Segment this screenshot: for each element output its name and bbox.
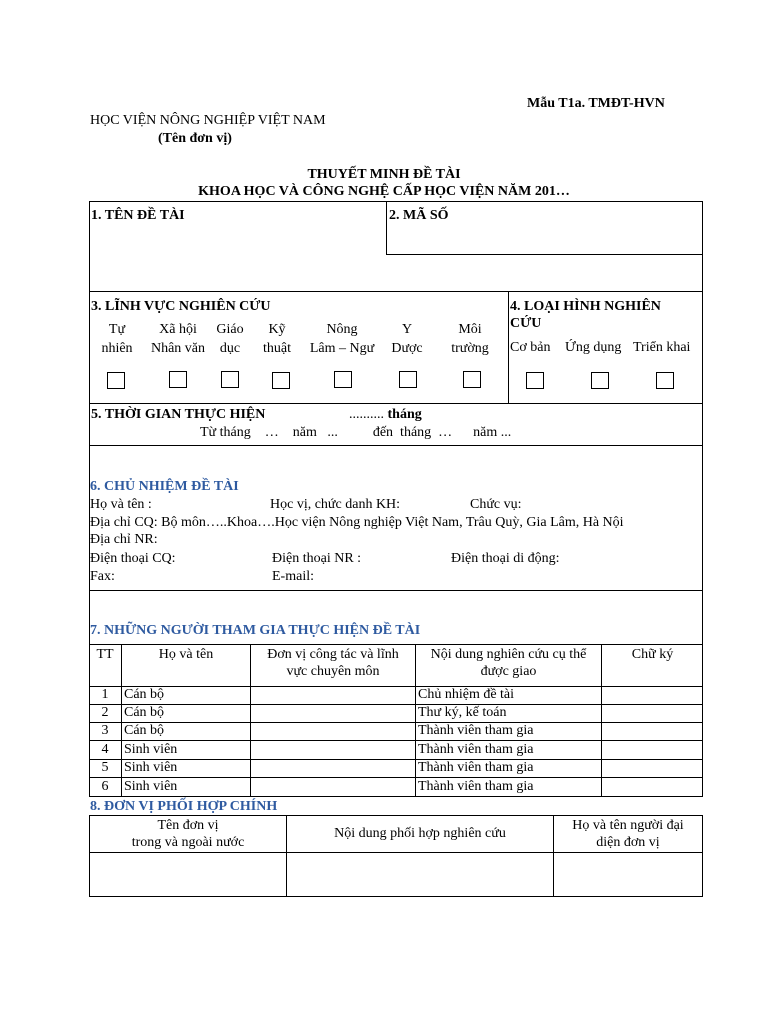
field-environment: [442, 320, 498, 358]
partner-header-unit: [90, 817, 286, 851]
field-label-line2: Lâm – Ngư: [309, 341, 375, 356]
field-agriculture-forestry-fishery: [304, 320, 380, 358]
row-name: Cán bộ: [124, 687, 165, 702]
leader-office-phone: Điện thoại CQ:: [90, 551, 176, 566]
checkbox-agriculture-forestry-fishery[interactable]: [334, 371, 352, 388]
header-task-line1: Nội dung nghiên cứu cụ thể: [430, 647, 587, 662]
field-label-line2: trường: [451, 341, 489, 356]
section5-label: 5. THỜI GIAN THỰC HIỆN: [91, 407, 266, 422]
leader-home-address: Địa chỉ NR:: [90, 532, 158, 547]
section4-label-cont: CỨU: [510, 316, 542, 331]
checkbox-medicine-pharmacy[interactable]: [399, 371, 417, 388]
section6-label: 6. CHỦ NHIỆM ĐỀ TÀI: [90, 479, 239, 494]
leader-position: Chức vụ:: [470, 497, 522, 512]
checkbox-type-applied[interactable]: [591, 372, 609, 389]
leader-name: Họ và tên :: [90, 497, 152, 512]
field-label-line2: Nhân văn: [150, 341, 206, 356]
leader-office-address: Địa chỉ CQ: Bộ môn…..Khoa….Học viện Nông nghiệp Việt Nam, Trâu Quỳ, Gia Lâm, Hà Nội: [90, 515, 624, 530]
field-label-line2: nhiên: [101, 341, 133, 356]
duration-months: [349, 406, 422, 423]
section8-label: 8. ĐƠN VỊ PHỐI HỢP CHÍNH: [90, 799, 278, 814]
institution-name: HỌC VIỆN NÔNG NGHIỆP VIỆT NAM: [90, 113, 326, 128]
partner-cell-content[interactable]: [287, 853, 553, 896]
field-label-line1: Kỹ: [268, 322, 286, 337]
field-label-line2: Dược: [391, 341, 423, 356]
partner-header-rep-line1: Họ và tên người đại: [572, 818, 684, 833]
row-tt: 5: [101, 760, 109, 775]
type-basic-label: Cơ bản: [510, 340, 551, 355]
section4-label: 4. LOẠI HÌNH NGHIÊN: [510, 299, 661, 314]
row-task: Thư ký, kế toán: [418, 705, 507, 720]
partner-header-representative: [554, 817, 702, 851]
field-label-line1: Tự: [108, 322, 126, 337]
field-education: [211, 320, 249, 358]
partner-header-content: Nội dung phối hợp nghiên cứu: [334, 826, 506, 841]
field-label-line1: Nông: [326, 322, 358, 337]
header-task: [416, 646, 601, 680]
header-unit-line1: Đơn vị công tác và lĩnh: [267, 647, 399, 662]
row-task: Thành viên tham gia: [418, 760, 534, 775]
header-signature: Chữ ký: [631, 647, 674, 662]
checkbox-engineering[interactable]: [272, 372, 290, 389]
field-medicine-pharmacy: [385, 320, 429, 358]
checkbox-social-humanities[interactable]: [169, 371, 187, 388]
unit-name: (Tên đơn vị): [158, 131, 232, 146]
row-tt: 2: [101, 705, 109, 720]
field-label-line2: thuật: [263, 341, 291, 356]
leader-fax: Fax:: [90, 569, 115, 584]
partner-cell-representative[interactable]: [554, 853, 702, 896]
type-applied-label: Ứng dụng: [565, 340, 622, 355]
type-development-label: Triển khai: [633, 340, 691, 355]
leader-degree: Học vị, chức danh KH:: [270, 497, 401, 512]
field-social-humanities: [145, 320, 211, 358]
checkbox-environment[interactable]: [463, 371, 481, 388]
section7-label: 7. NHỮNG NGƯỜI THAM GIA THỰC HIỆN ĐỀ TÀI: [90, 623, 421, 638]
row-name: Sinh viên: [124, 760, 178, 775]
row-name: Cán bộ: [124, 723, 165, 738]
checkbox-type-basic[interactable]: [526, 372, 544, 389]
leader-mobile: Điện thoại di động:: [451, 551, 560, 566]
row-name: Cán bộ: [124, 705, 165, 720]
duration-unit: tháng: [387, 407, 422, 422]
partner-header-unit-line1: Tên đơn vị: [157, 818, 219, 833]
checkbox-natural-sciences[interactable]: [107, 372, 125, 389]
field-label-line1: Xã hội: [159, 322, 197, 337]
document-title: THUYẾT MINH ĐỀ TÀI: [307, 167, 461, 182]
header-name: Họ và tên: [158, 647, 214, 662]
field-label-line1: Môi: [458, 322, 482, 337]
row-tt: 4: [101, 742, 109, 757]
header-task-line2: được giao: [480, 664, 537, 679]
document-subtitle: KHOA HỌC VÀ CÔNG NGHỆ CẤP HỌC VIỆN NĂM 201…: [198, 184, 570, 199]
section2-label: 2. MÃ SỐ: [389, 208, 449, 223]
row-tt: 1: [101, 687, 109, 702]
row-name: Sinh viên: [124, 742, 178, 757]
row-tt: 3: [101, 723, 109, 738]
field-label-line1: Giáo: [216, 322, 244, 337]
field-engineering: [256, 320, 298, 358]
form-code: Mẫu T1a. TMĐT-HVN: [527, 96, 665, 111]
partner-header-unit-line2: trong và ngoài nước: [131, 835, 245, 850]
row-task: Thành viên tham gia: [418, 742, 534, 757]
row-name: Sinh viên: [124, 779, 178, 794]
checkbox-type-development[interactable]: [656, 372, 674, 389]
checkbox-education[interactable]: [221, 371, 239, 388]
section3-label: 3. LĨNH VỰC NGHIÊN CỨU: [91, 299, 271, 314]
duration-range: Từ tháng … năm ... đến tháng … năm ...: [200, 425, 512, 440]
field-label-line2: dục: [219, 341, 241, 356]
row-task: Thành viên tham gia: [418, 723, 534, 738]
row-tt: 6: [101, 779, 109, 794]
header-tt: TT: [96, 647, 114, 662]
header-unit-line2: vực chuyên môn: [286, 664, 380, 679]
header-unit: [251, 646, 415, 680]
field-label-line1: Y: [401, 322, 413, 337]
partner-cell-unit[interactable]: [90, 853, 286, 896]
section1-label: 1. TÊN ĐỀ TÀI: [91, 208, 185, 223]
field-natural-sciences: [96, 320, 138, 358]
partner-header-rep-line2: diện đơn vị: [596, 835, 660, 850]
duration-dots: ..........: [349, 407, 384, 422]
leader-home-phone: Điện thoại NR :: [272, 551, 362, 566]
leader-email: E-mail:: [272, 569, 314, 584]
row-task: Chủ nhiệm đề tài: [418, 687, 515, 702]
row-task: Thành viên tham gia: [418, 779, 534, 794]
